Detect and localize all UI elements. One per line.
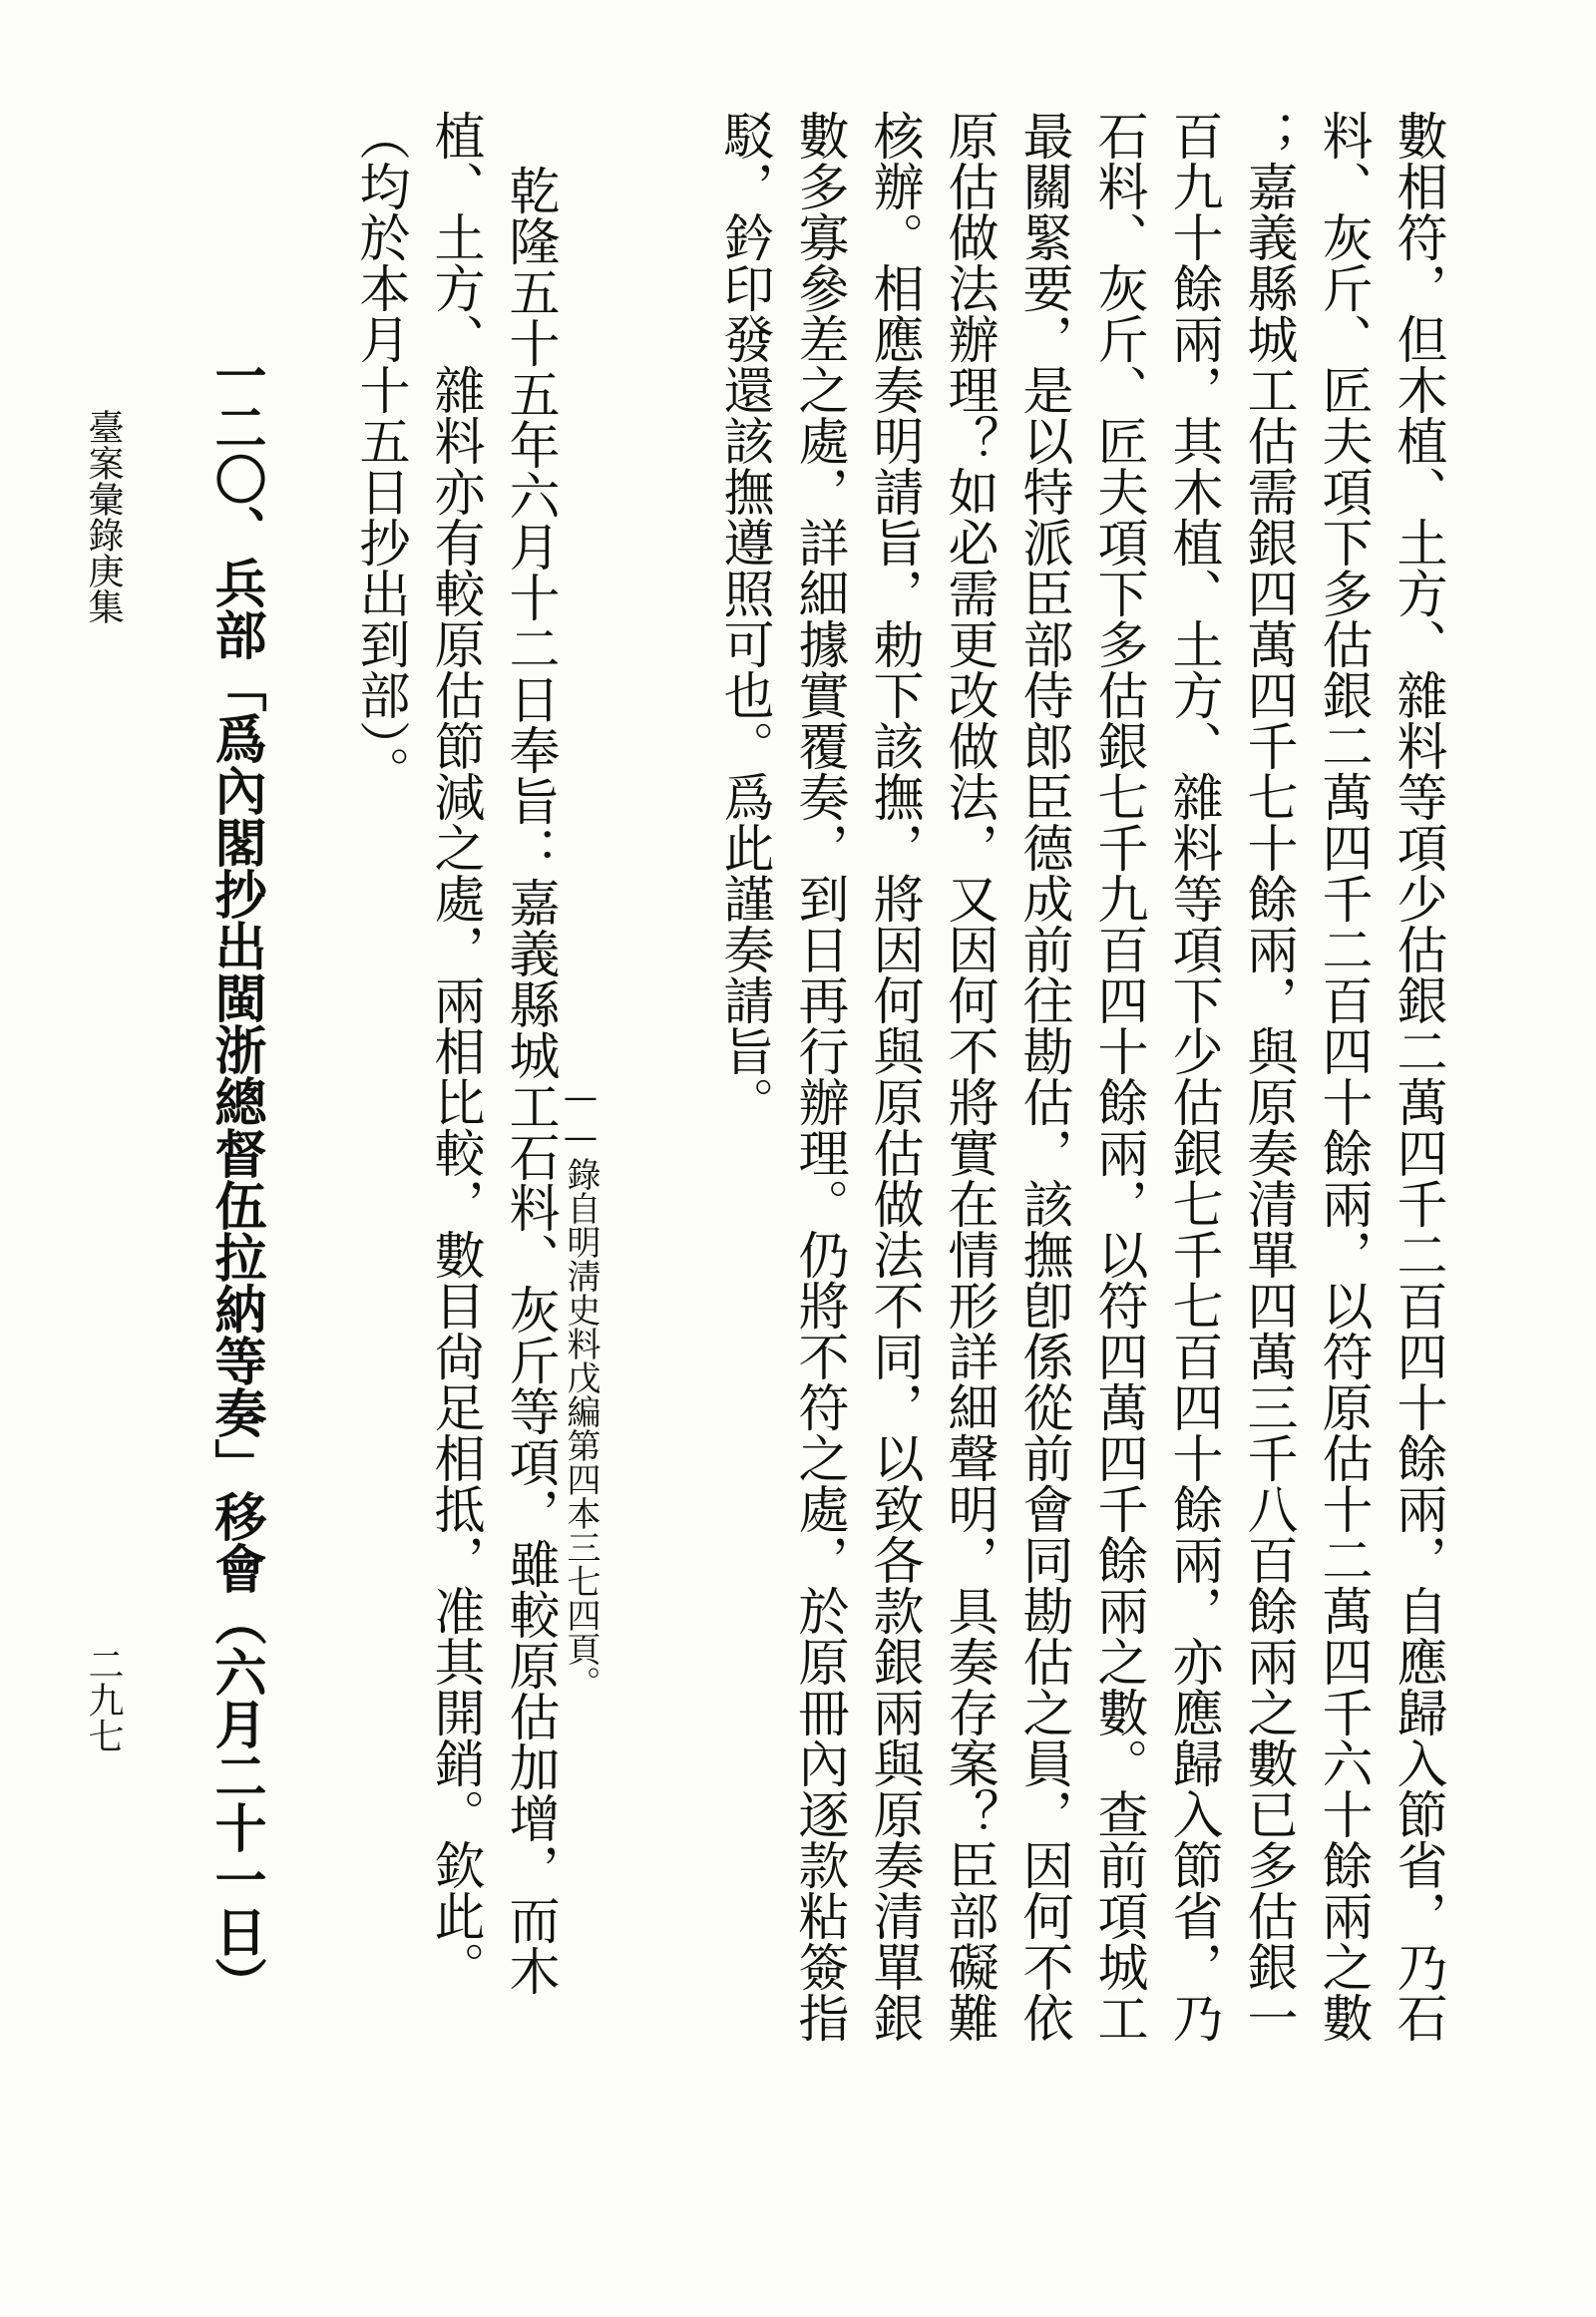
section-title: 一二〇、兵部「爲內閣抄出閩浙總督伍拉納等奏」移會（六月二十一日） xyxy=(205,349,266,2009)
page-number: 二九七 xyxy=(83,1646,124,1753)
body-column-9: 數多寡參差之處，詳細據實覆奏，到日再行辦理。仍將不符之處，於原冊內逐款粘簽指 xyxy=(789,110,848,2043)
body-column-5: 石料、灰斤、匠夫項下多估銀七千九百四十餘兩，以符四萬四千餘兩之數。查前項城工 xyxy=(1088,110,1147,2043)
body-column-10: 駁，鈐印發還該撫遵照可也。爲此謹奏請旨。 xyxy=(714,110,773,1127)
body-column-1: 數相符，但木植、土方、雜料等項少估銀二萬四千二百四十餘兩，自應歸入節省，乃石 xyxy=(1388,110,1446,2043)
body-column-3: ；嘉義縣城工估需銀四萬四千七十餘兩，與原奏清單四萬三千八百餘兩之數已多估銀一 xyxy=(1238,110,1297,2043)
body-column-6: 最關緊要，是以特派臣部侍郎臣德成前往勘估，該撫卽係從前會同勘估之員，因何不依 xyxy=(1013,110,1072,2043)
edict-column-1: 乾隆五十五年六月十二日奉旨：嘉義縣城工石料、灰斤等項，雖較原估加增，而木 xyxy=(500,165,559,1996)
body-column-8: 核辦。相應奏明請旨，勅下該撫，將因何與原估做法不同，以致各款銀兩與原奏清單銀 xyxy=(864,110,923,2043)
body-column-2: 料、灰斤、匠夫項下多估銀二萬四千二百四十餘兩，以符原估十二萬四千六十餘兩之數 xyxy=(1313,110,1372,2043)
body-column-7: 原估做法辦理？如必需更改做法，又因何不將實在情形詳細聲明，具奏存案？臣部礙難 xyxy=(939,110,998,2043)
book-title: 臺案彙錄庚集 xyxy=(83,409,124,624)
edict-column-3: （均於本月十五日抄出到部）。 xyxy=(350,110,409,797)
body-column-4: 百九十餘兩，其木植、土方、雜料等項下少估銀七千七百四十餘兩，亦應歸入節省，乃 xyxy=(1163,110,1222,2043)
edict-column-2: 植、土方、雜料亦有較原估節減之處，兩相比較，數目尙足相抵，准其開銷。欽此。 xyxy=(425,110,484,1992)
source-note: ——錄自明淸史料戊編第四本三七四頁。 xyxy=(561,1077,600,1700)
